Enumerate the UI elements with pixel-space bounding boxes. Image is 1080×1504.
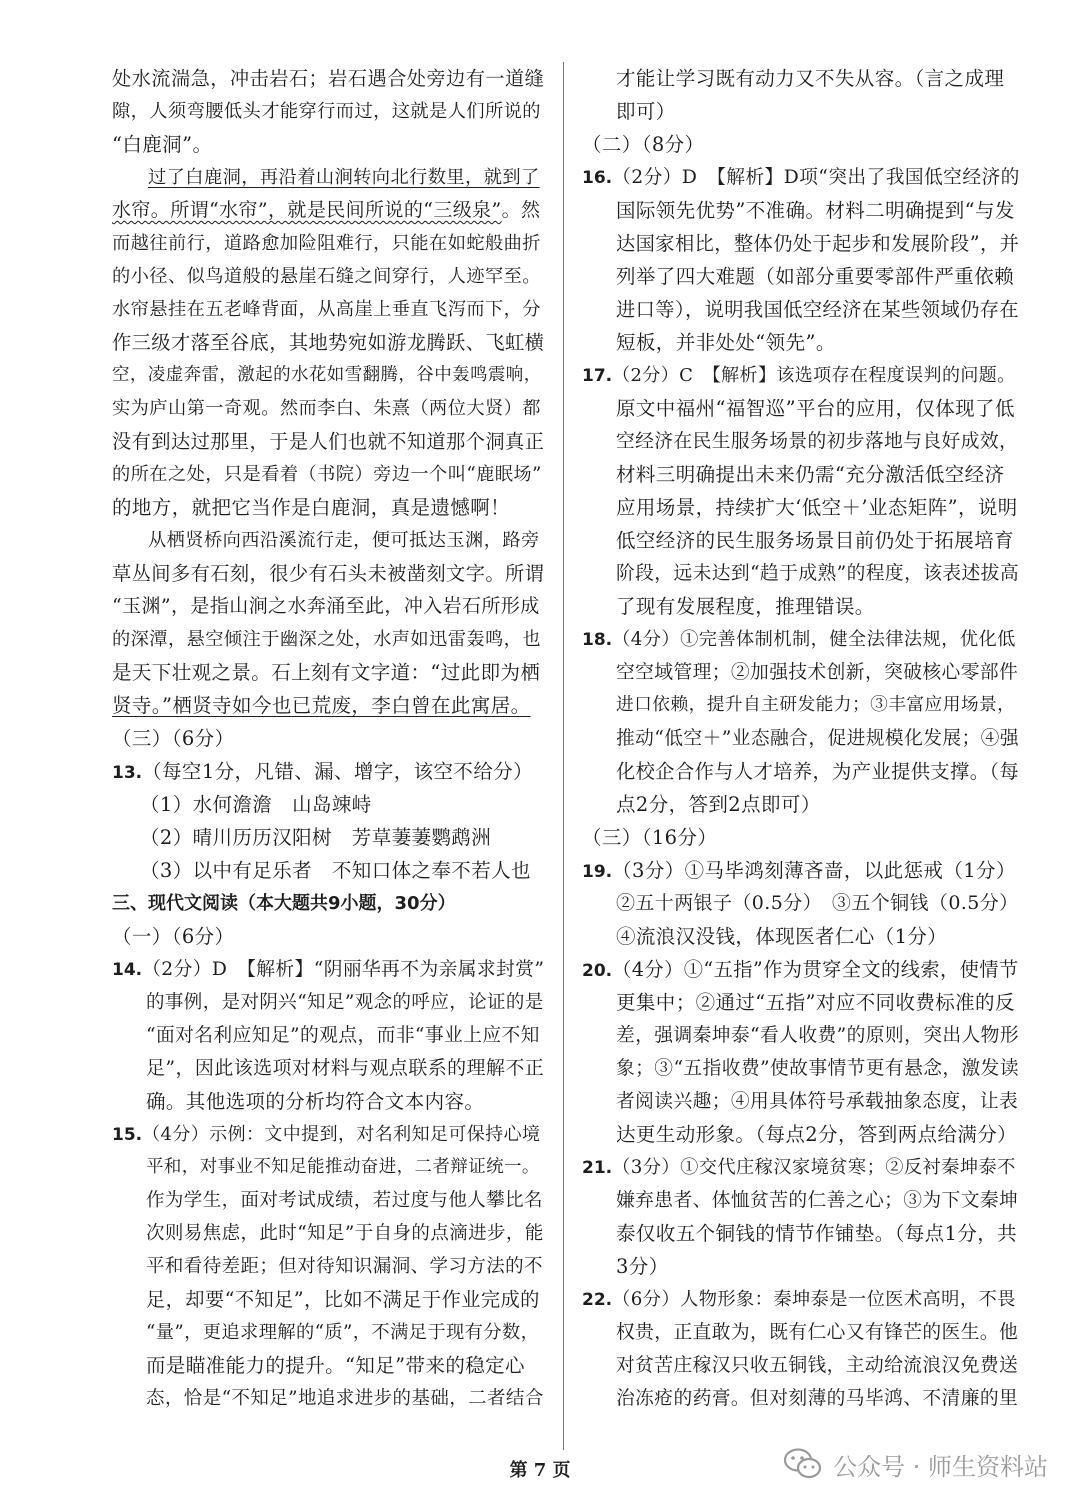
line-text: 权贵，正直敢为，既有仁心又有锋芒的医生。他 (616, 1322, 1019, 1343)
left-column (112, 62, 544, 1415)
text-line (582, 227, 1020, 260)
text-line (112, 95, 544, 128)
watermark-text: 公众号 · 师生资料站 (833, 1452, 1048, 1481)
line-text: 国际领先优势”不准确。材料二明确提到“与发 (616, 199, 1015, 222)
line-text: 差，强调秦坤泰“看人收费”的原则，突出人物形 (616, 1025, 1019, 1046)
text-line (112, 293, 544, 326)
line-text: 平和，对事业不知足能推动奋进，二者辩证统一。 (146, 1157, 540, 1177)
text-line (112, 788, 544, 821)
text-line (582, 1184, 1020, 1217)
line-text: 而越往前行，道路愈加险阻难行，只能在如蛇般曲折 (112, 233, 541, 254)
text-line (582, 524, 1020, 557)
line-text: 泰仅收五个铜钱的情节作铺垫。（每点1分，共 (616, 1222, 1018, 1245)
line-text: 足”，因此该选项对材料与观点联系的理解不正 (146, 1057, 545, 1079)
line-text: （一）（6分） (112, 925, 235, 948)
question-number: 22. (582, 1290, 613, 1310)
line-text: 空空域管理；②加强技术创新，突破核心零部件 (616, 662, 1019, 683)
line-text: （4分）示例：文中提到，对名利知足可保持心境 (142, 1124, 541, 1145)
line-text: 的深潭，悬空倾注于幽深之处，水声如迅雷轰鸣，也 (112, 629, 541, 650)
text-line (582, 953, 1020, 986)
text-line (582, 260, 1020, 293)
line-text: 从栖贤桥向西沿溪流行走，便可抵达玉渊，路旁 (148, 530, 540, 551)
text-line (582, 722, 1020, 755)
text-line (112, 1382, 544, 1415)
text-line (112, 227, 544, 260)
question-number: 21. (582, 1158, 613, 1178)
line-text: 的地方，就把它当作是白鹿洞，真是遗憾啊！ (112, 496, 511, 519)
line-text: 水帘悬挂在五老峰背面，从高崖上垂直飞泻而下，分 (112, 299, 541, 320)
text-line (582, 425, 1020, 458)
text-line (582, 1349, 1020, 1382)
text-line (582, 1052, 1020, 1085)
text-line (582, 326, 1020, 359)
text-line (112, 656, 544, 689)
text-line (112, 194, 544, 227)
text-line (582, 854, 1020, 887)
line-text: 次则易焦虑，此时“知足”于自身的点滴进步，能 (146, 1223, 544, 1244)
text-line (112, 128, 544, 161)
text-line (582, 1283, 1020, 1316)
line-text: 治冻疮的药膏。但对刻薄的马毕鸿、不清廉的里 (616, 1388, 1019, 1409)
line-text: 化校企合作与人才培养，为产业提供支撑。（每 (616, 760, 1020, 783)
text-line (582, 1250, 1020, 1283)
text-line (582, 590, 1020, 623)
line-text: “白鹿洞”。 (112, 133, 213, 156)
text-line (582, 128, 1020, 161)
text-line (582, 458, 1020, 491)
line-text: 而是瞄准能力的提升。“知足”带来的稳定心 (146, 1354, 525, 1377)
text-line (582, 1217, 1020, 1250)
text-line (582, 359, 1020, 392)
line-text: 了现有发展程度，推理错误。 (616, 595, 875, 618)
text-line (112, 887, 544, 920)
text-line (112, 359, 544, 392)
text-line (582, 1316, 1020, 1349)
text-line (112, 1283, 544, 1316)
text-line (112, 986, 544, 1019)
line-text: 点2分，答到2点即可） (616, 793, 821, 816)
text-line (582, 194, 1020, 227)
line-text: 水帘。所谓“水帘”，就是民间所说的“三级泉”。然 (112, 199, 541, 221)
question-number: 13. (112, 763, 143, 783)
text-line (112, 1316, 544, 1349)
text-line (112, 953, 544, 986)
line-text: “玉渊”，是指山涧之水奔涌至此，冲入岩石所形成 (112, 595, 540, 617)
line-text: 的事例，是对阴兴“知足”观念的呼应，论证的是 (146, 992, 544, 1013)
line-text: （4分）①“五指”作为贯穿全文的线索，使情节 (612, 958, 1019, 981)
text-line (582, 656, 1020, 689)
line-text: 作三级才落至谷底，其地势宛如游龙腾跃、飞虹横 (112, 331, 545, 354)
text-line (112, 1019, 544, 1052)
text-line (112, 1250, 544, 1283)
text-line (582, 1382, 1020, 1415)
text-line (582, 788, 1020, 821)
line-text: 的小径、似鸟道般的悬崖石缝之间穿行，人迹罕至。 (112, 266, 541, 287)
line-text: （2）晴川历历汉阳树 芳草萋萋鹦鹉洲 (140, 826, 492, 849)
line-text: 低空经济的民生服务场景目前仍处于拓展培育 (616, 529, 1015, 552)
text-line (112, 524, 544, 557)
line-text: 没有到达过那里，于是人们也就不知道那个洞真正 (112, 430, 545, 453)
text-line (582, 161, 1020, 194)
text-line (112, 590, 544, 623)
line-text: 推动“低空＋”业态融合，促进规模化发展；④强 (616, 728, 1019, 749)
line-text: 者阅读兴趣；④用具体符号承载抽象态度，让表 (616, 1091, 1019, 1112)
question-number: 17. (582, 366, 613, 386)
text-line (112, 1151, 544, 1184)
text-line (112, 260, 544, 293)
line-text: 是天下壮观之景。石上刻有文字道：“过此即为栖 (112, 661, 541, 684)
line-text: （2分）C 【解析】该选项存在程度误判的问题。 (612, 365, 1016, 386)
line-text: 处水流湍急，冲击岩石；岩石遇合处旁边有一道缝 (112, 67, 545, 90)
text-line (582, 887, 1020, 920)
text-line (582, 392, 1020, 425)
text-line (582, 755, 1020, 788)
line-text: （三）（6分） (112, 727, 235, 750)
line-text: 的所在之处，只是看着（书院）旁边一个叫“鹿眠场” (112, 464, 542, 485)
text-line (112, 689, 544, 722)
line-text: 才能让学习既有动力又不失从容。（言之成理 (616, 67, 1005, 90)
text-line (582, 557, 1020, 590)
line-text: 进口等），说明我国低空经济在某些领域仍存在 (616, 298, 1020, 321)
question-number: 18. (582, 630, 613, 650)
text-line (582, 1118, 1020, 1151)
text-line (112, 1184, 544, 1217)
text-line (112, 425, 544, 458)
text-line (112, 623, 544, 656)
text-line (112, 458, 544, 491)
question-number: 15. (112, 1125, 143, 1145)
line-text: （二）（8分） (582, 133, 705, 156)
question-number: 19. (582, 862, 613, 882)
page-number: 第 7 页 (509, 1460, 571, 1481)
line-text: 嫌弃患者、体恤贫苦的仁善之心；③为下文秦坤 (616, 1190, 1019, 1211)
line-text: 象；③“五指收费”使故事情节更有悬念，激发读 (616, 1058, 1019, 1079)
line-text: 列举了四大难题（如部分重要零部件严重依赖 (616, 265, 1015, 288)
text-line (112, 161, 544, 194)
line-text: 即可） (616, 100, 676, 123)
text-line (112, 1052, 544, 1085)
line-text: 过了白鹿洞，再沿着山涧转向北行数里，就到了 (148, 167, 540, 188)
text-line (112, 557, 544, 590)
right-column (582, 62, 1020, 1415)
line-text: 阶段，远未达到“趋于成熟”的程度，该表述拔高 (616, 563, 1019, 584)
text-line (112, 326, 544, 359)
line-text: 更集中；②通过“五指”对应不同收费标准的反 (616, 991, 1015, 1014)
line-text: 草丛间多有石刻，很少有石头未被凿刻文字。所谓 (112, 562, 545, 585)
line-text: 态，恰是“不知足”地追求进步的基础，二者结合 (146, 1388, 544, 1409)
line-text: 空经济在民生服务场景的初步落地与良好成效， (616, 431, 1019, 452)
line-text: （3分）①马毕鸿刻薄吝啬，以此惩戒（1分） (612, 859, 1016, 882)
line-text: 三、现代文阅读（本大题共9小题，30分） (112, 893, 456, 914)
text-line (582, 986, 1020, 1019)
line-text: ④流浪汉没钱，体现医者仁心（1分） (616, 925, 948, 948)
line-text: 进口依赖，提升自主研发能力；③丰富应用场景， (616, 695, 1016, 715)
text-line (582, 1151, 1020, 1184)
text-line (112, 1349, 544, 1382)
line-text: 达国家相比，整体仍处于起步和发展阶段”，并 (616, 232, 1020, 255)
line-text: 材料三明确提出未来仍需“充分激活低空经济 (616, 463, 1005, 486)
text-line (582, 1019, 1020, 1052)
text-line (112, 62, 544, 95)
line-text: 贤寺。”栖贤寺如今也已荒废，李白曾在此寓居。 (112, 694, 531, 717)
text-line (112, 392, 544, 425)
line-text: （3）以中有足乐者 不知口体之奉不若人也 (140, 859, 531, 882)
line-text: （三）（16分） (582, 826, 718, 849)
line-text: （3分）①交代庄稼汉家境贫寒；②反衬秦坤泰不 (612, 1157, 1016, 1178)
text-line (112, 1085, 544, 1118)
line-text: 达更生动形象。（每点2分，答到两点给满分） (616, 1123, 1018, 1146)
text-line (582, 689, 1020, 722)
line-text: （每空1分，凡错、漏、增字，该空不给分） (142, 760, 534, 783)
line-text: 平和看待差距；但对待知识漏洞、学习方法的不 (146, 1256, 543, 1277)
text-line (582, 920, 1020, 953)
text-line (582, 95, 1020, 128)
text-line (582, 821, 1020, 854)
text-line (112, 920, 544, 953)
line-text: 隙，人须弯腰低头才能穿行而过，这就是人们所说的 (112, 101, 541, 122)
line-text: 应用场景，持续扩大‘低空＋’业态矩阵”，说明 (616, 496, 1018, 519)
text-line (582, 293, 1020, 326)
line-text: 原文中福州“福智巡”平台的应用，仅体现了低 (616, 397, 1015, 420)
line-text: （4分）①完善体制机制，健全法律法规，优化低 (612, 629, 1016, 650)
line-text: （6分）人物形象：秦坤泰是一位医术高明，不畏 (612, 1289, 1016, 1310)
line-text: “面对名利应知足”的观点，而非“事业上应不知 (146, 1025, 540, 1046)
text-line (112, 491, 544, 524)
line-text: 作为学生，面对考试成绩，若过度与他人攀比名 (146, 1190, 543, 1211)
line-text: 足，却要“不知足”，比如不满足于作业完成的 (146, 1288, 540, 1311)
line-text: 空，凌虚奔雷，激起的水花如雪翻腾，谷中轰鸣震响， (112, 365, 542, 385)
text-line (582, 491, 1020, 524)
text-line (112, 1118, 544, 1151)
text-line (112, 1217, 544, 1250)
line-text: （2分）D 【解析】“阴丽华再不为亲属求封赏” (142, 959, 545, 980)
line-text: 3分） (616, 1255, 669, 1278)
question-number: 20. (582, 961, 613, 981)
line-text: 实为庐山第一奇观。然而李白、朱熹（两位大贤）都 (112, 398, 541, 419)
question-number: 14. (112, 960, 143, 980)
text-line (582, 62, 1020, 95)
column-divider (563, 62, 564, 1450)
text-line (112, 722, 544, 755)
text-line (112, 854, 544, 887)
text-line (112, 755, 544, 788)
line-text: （2分）D 【解析】D项“突出了我国低空经济的 (612, 167, 1020, 188)
text-line (112, 821, 544, 854)
line-text: ②五十两银子（0.5分） ③五个铜钱（0.5分） (616, 892, 1019, 914)
line-text: （1）水何澹澹 山岛竦峙 (140, 793, 372, 816)
watermark (783, 1444, 1048, 1484)
text-line (582, 623, 1020, 656)
line-text: “量”，更追求理解的“质”，不满足于现有分数， (146, 1322, 540, 1343)
line-text: 短板，并非处处“领先”。 (616, 331, 836, 354)
text-line (582, 1085, 1020, 1118)
wechat-icon (783, 1447, 823, 1481)
question-number: 16. (582, 168, 613, 188)
line-text: 对贫苦庄稼汉只收五铜钱，主动给流浪汉免费送 (616, 1355, 1019, 1376)
line-text: 确。其他选项的分析均符合文本内容。 (146, 1090, 485, 1113)
